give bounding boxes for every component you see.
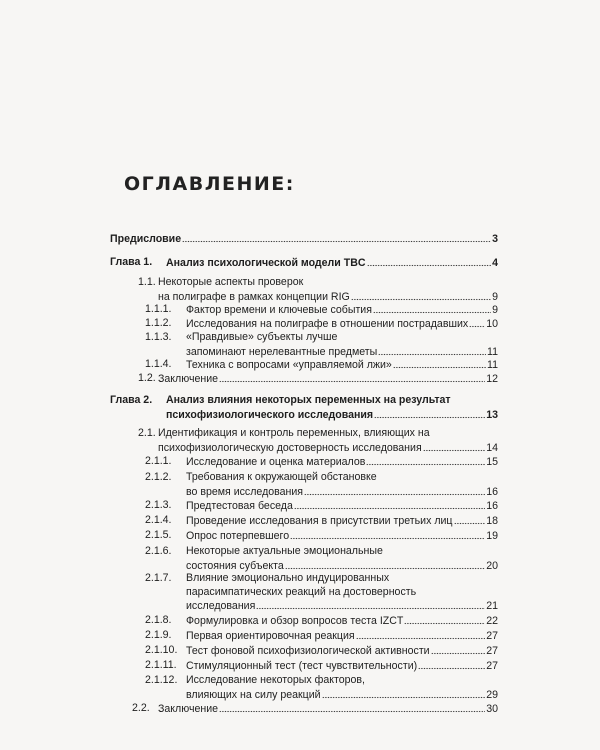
toc-entry-number: 2.1.6. [145, 545, 172, 557]
leader-dots [374, 416, 485, 419]
toc-page-number: 11 [487, 345, 498, 358]
toc-entry-title: Фактор времени и ключевые события [186, 304, 372, 316]
toc-entry-title: Опрос потерпевшего [186, 530, 290, 542]
toc-entry-title: Исследование и оценка материалов [186, 456, 366, 468]
toc-entry-title-line: Некоторые аспекты проверок [158, 276, 304, 288]
toc-entry-title: Тест фоновой психофизиологической активности [186, 645, 430, 657]
toc-entry[interactable] [158, 290, 498, 304]
toc-page-number: 10 [486, 318, 498, 330]
toc-entry-title-line: Идентификация и контроль переменных, влияющих на [158, 427, 430, 439]
toc-page-number: 20 [486, 559, 498, 572]
toc-entry[interactable] [158, 441, 498, 455]
toc-entry[interactable] [186, 485, 498, 499]
toc-entry-title-line: Анализ влияния некоторых переменных на результат [166, 394, 451, 406]
toc-page-number: 29 [486, 688, 498, 701]
toc-entry-number: 1.2. [138, 372, 156, 384]
toc-entry-title-line: Требования к окружающей обстановке [186, 471, 377, 483]
leader-dots [418, 667, 485, 670]
leader-dots [469, 325, 485, 328]
toc-entry-title: на полиграфе в рамках концепции RIG [158, 290, 350, 303]
toc-entry-title: исследования [186, 600, 256, 613]
leader-dots [431, 652, 486, 655]
toc-entry-number: 2.1. [138, 427, 156, 439]
toc-entry-number: 2.1.8. [145, 614, 172, 626]
toc-entry-number: Глава 1. [110, 256, 153, 268]
toc-entry[interactable] [166, 256, 498, 270]
toc-entry[interactable] [186, 614, 498, 628]
leader-dots [285, 567, 485, 570]
toc-page-number: 14 [486, 441, 498, 454]
toc-entry[interactable] [186, 644, 498, 658]
toc-entry[interactable] [186, 559, 498, 573]
toc-entry-number: Глава 2. [110, 394, 153, 406]
toc-page-number: 9 [492, 304, 498, 316]
toc-page-number: 9 [492, 290, 498, 303]
toc-title: ОГЛАВЛЕНИЕ: [124, 173, 295, 195]
leader-dots [294, 507, 485, 510]
toc-page-number: 11 [487, 359, 498, 371]
toc-entry-number: 2.1.9. [145, 629, 172, 641]
toc-entry[interactable] [110, 232, 498, 246]
toc-entry-title: Заключение [158, 373, 219, 385]
toc-entry[interactable] [186, 629, 498, 643]
toc-entry-title: запоминают нерелевантные предметы [186, 345, 378, 358]
toc-page-number: 15 [486, 456, 498, 468]
toc-entry-number: 2.1.4. [145, 514, 172, 526]
toc-entry[interactable] [186, 499, 498, 513]
leader-dots [219, 380, 485, 383]
toc-entry-title: Предисловие [110, 233, 182, 245]
toc-entry-number: 2.1.2. [145, 471, 172, 483]
toc-page-number: 27 [486, 630, 498, 642]
toc-entry-number: 2.1.3. [145, 499, 172, 511]
toc-page-number: 19 [486, 530, 498, 542]
toc-entry-title: во время исследования [186, 485, 304, 498]
toc-entry-title-line: Влияние эмоционально индуцированных [186, 572, 390, 584]
toc-entry-number: 2.2. [132, 702, 150, 714]
toc-entry-number: 2.1.10. [145, 644, 178, 656]
leader-dots [393, 366, 486, 369]
toc-entry[interactable] [158, 372, 498, 386]
leader-dots [373, 311, 491, 314]
toc-entry-title-line: парасимпатических реакций на достоверность [186, 585, 417, 598]
toc-entry-title-line: Некоторые актуальные эмоциональные [186, 545, 383, 557]
toc-page-number: 12 [486, 373, 498, 385]
leader-dots [378, 353, 486, 356]
toc-entry-title: Заключение [158, 703, 219, 715]
toc-entry-number: 2.1.1. [145, 455, 172, 467]
toc-entry[interactable] [186, 317, 498, 331]
toc-entry-title: Проведение исследования в присутствии третьих лиц [186, 515, 453, 527]
toc-entry-number: 1.1.3. [145, 331, 172, 343]
toc-page-number: 16 [486, 485, 498, 498]
toc-entry-title: Формулировка и обзор вопросов теста IZCT [186, 615, 404, 627]
toc-entry-number: 1.1.2. [145, 317, 172, 329]
toc-entry-title: Техника с вопросами «управляемой лжи» [186, 359, 392, 371]
toc-entry[interactable] [186, 455, 498, 469]
leader-dots [366, 463, 485, 466]
toc-entry-number: 1.1. [138, 276, 156, 288]
toc-page-number: 3 [492, 233, 498, 245]
toc-entry-number: 2.1.12. [145, 674, 178, 686]
toc-page-number: 21 [486, 600, 498, 613]
toc-entry-title: Анализ психологической модели TBC [166, 257, 366, 269]
leader-dots [304, 493, 485, 496]
toc-entry[interactable] [186, 358, 498, 372]
toc-page-number: 4 [492, 257, 498, 269]
toc-entry-title: влияющих на силу реакций [186, 688, 321, 701]
toc-entry[interactable] [186, 303, 498, 317]
leader-dots [290, 537, 485, 540]
toc-entry-title: Первая ориентировочная реакция [186, 630, 355, 642]
leader-dots [404, 622, 485, 625]
leader-dots [454, 522, 486, 525]
toc-entry-number: 2.1.5. [145, 529, 172, 541]
toc-entry[interactable] [158, 702, 498, 716]
leader-dots [182, 240, 491, 243]
toc-entry-number: 1.1.1. [145, 303, 172, 315]
leader-dots [322, 696, 486, 699]
leader-dots [256, 607, 485, 610]
toc-page-number: 13 [486, 408, 498, 421]
toc-entry-title: состояния субъекта [186, 559, 284, 572]
toc-entry[interactable] [186, 659, 498, 673]
toc-entry-title: Исследования на полиграфе в отношении пострадавших [186, 318, 469, 330]
leader-dots [219, 710, 485, 713]
toc-entry-number: 1.1.4. [145, 358, 172, 370]
leader-dots [351, 298, 491, 301]
leader-dots [367, 264, 492, 267]
toc-page-number: 18 [486, 515, 498, 527]
toc-entry-title-line: Исследование некоторых факторов, [186, 674, 365, 686]
toc-page-number: 22 [486, 615, 498, 627]
toc-entry[interactable] [186, 688, 498, 702]
leader-dots [356, 637, 486, 640]
toc-page-number: 16 [486, 500, 498, 512]
toc-entry-title: психофизиологического исследования [166, 408, 374, 421]
toc-entry-number: 2.1.7. [145, 572, 172, 584]
toc-entry-title-line: «Правдивые» субъекты лучше [186, 331, 338, 343]
toc-entry-title: Стимуляционный тест (тест чувствительности) [186, 660, 418, 672]
toc-entry-title: Предтестовая беседа [186, 500, 293, 512]
toc-entry[interactable] [186, 599, 498, 613]
toc-page-number: 27 [486, 660, 498, 672]
toc-entry-number: 2.1.11. [145, 659, 177, 671]
toc-entry[interactable] [186, 345, 498, 359]
toc-entry[interactable] [186, 514, 498, 528]
toc-page-number: 27 [486, 645, 498, 657]
toc-page-number: 30 [486, 703, 498, 715]
toc-entry[interactable] [166, 408, 498, 422]
toc-entry[interactable] [186, 529, 498, 543]
toc-entry-title: психофизиологическую достоверность исследования [158, 441, 422, 454]
leader-dots [423, 449, 486, 452]
